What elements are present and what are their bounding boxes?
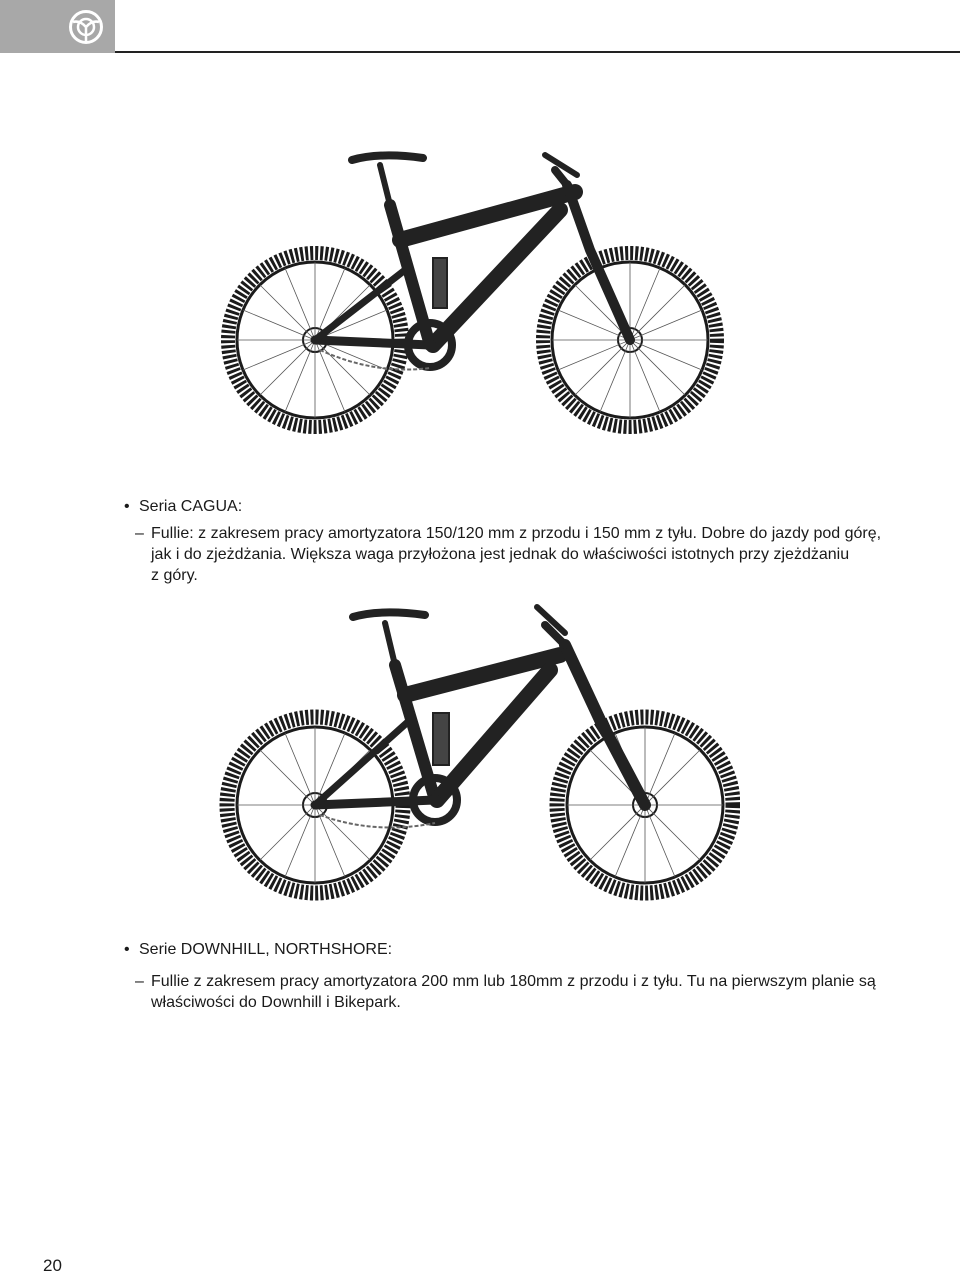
description-line: właściwości do Downhill i Bikepark.: [151, 994, 401, 1011]
steering-wheel-icon: [66, 7, 106, 47]
page-number: 20: [43, 1256, 62, 1275]
downhill-mountain-bike-image: [215, 595, 740, 905]
description-line: jak i do zjeżdżania. Większa waga przyłożona jest jednak do właściwości istotnych przy zjeżdżaniu: [151, 546, 850, 563]
header-rule: [115, 51, 960, 53]
header-tab: [0, 0, 115, 53]
description-line: Fullie z zakresem pracy amortyzatora 200 mm lub 180mm z przodu i z tyłu. Tu na pierwszym planie są: [151, 973, 876, 990]
description-line: z góry.: [151, 567, 198, 584]
description-line: Fullie: z zakresem pracy amortyzatora 150/120 mm z przodu i 150 mm z tyłu. Dobre do jazdy pod górę,: [151, 525, 882, 542]
full-suspension-mountain-bike-image: [215, 140, 735, 445]
